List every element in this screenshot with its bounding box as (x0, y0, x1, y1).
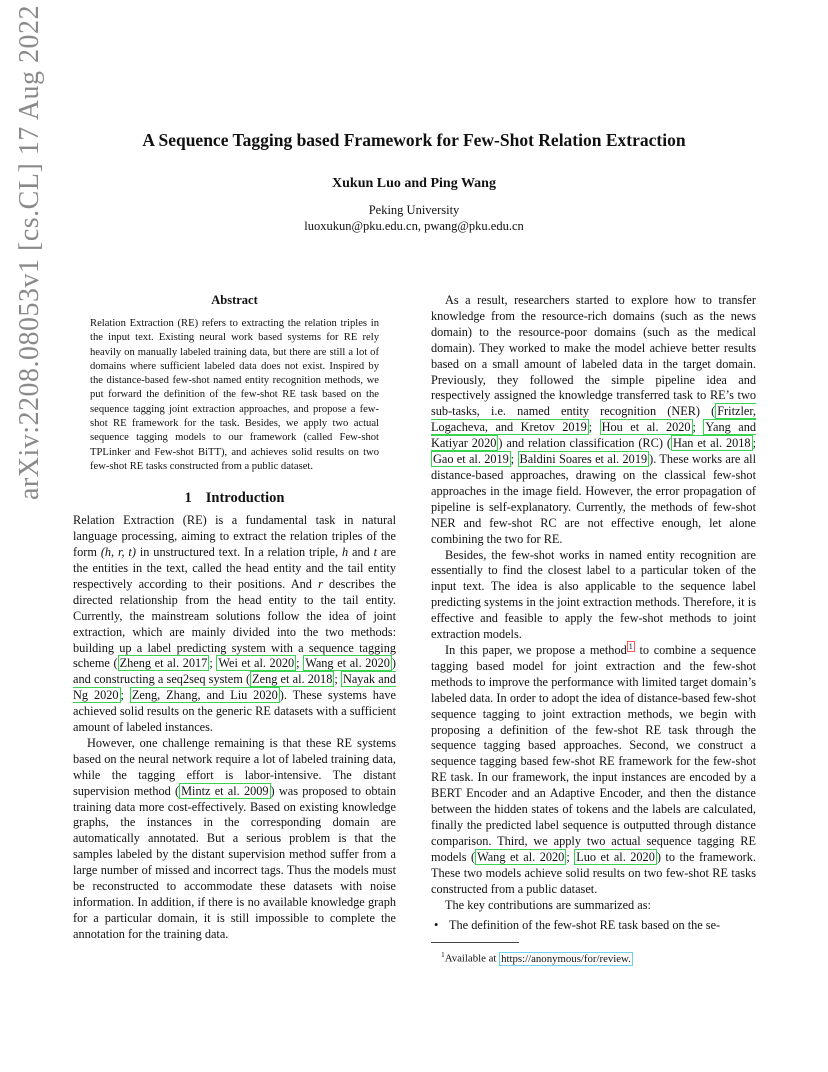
math-r: r (318, 576, 323, 591)
intro-paragraph-3: As a result, researchers started to explore how to transfer knowledge from the resource-rich domains (such as the news domain) to the resource-poor domains (such as the medical domain). They worked to make the model achieve better results based on a small amount of labeled data in the target domain. Previously, they followed the simple pipeline idea and respectively assigned the knowledge transferred task to RE’s two sub-tasks, i.e. named entity recognition (NER) ( Fritzler, Logacheva, and Kretov 2019 ; Hou et al. 2020 ; Yang and Katiyar 2020 ) and relation classification (RC) ( Han et al. 2018 ; Gao et al. 2019 ; Baldini Soares et al. 2019 ). These works are all distance-based approaches, drawing on the classical few-shot approaches in the image field. However, the error propagation of pipeline is self-explanatory. Currently, the methods of few-shot NER and few-shot RC are not effective enough, let alone combining the two for RE. (431, 293, 757, 546)
citation-link[interactable]: Nayak and Ng 2020 (73, 672, 396, 703)
citation-link[interactable]: Wang et al. 2020 (477, 849, 565, 864)
footnote-number: 1 (441, 950, 445, 960)
section-number: 1 (184, 490, 192, 507)
footnote-divider (431, 942, 519, 943)
affiliation: Peking University (368, 203, 460, 217)
abstract-text: Relation Extraction (RE) refers to extracting the relation triples in the input text. Existing neural work based systems for RE rely heavily on manually labeled training data, but there are still a lot of domains where sufficient labeled data does not exist. Inspired by the distance-based few-shot named entity recognition methods, we put forward the definition of the few-shot RE task based on the sequence tagging joint extraction approaches, and propose a few-shot RE framework for the task. Besides, we apply two actual sequence tagging models to our framework (called Few-shot TPLinker and Few-shot BiTT), and achieves solid results on two few-shot RE tasks constructed from a public dataset. (90, 318, 379, 472)
footnote-marker[interactable]: 1 (628, 641, 633, 651)
abstract-heading: Abstract (211, 293, 258, 307)
arxiv-side-stamp: arXiv:2208.08053v1 [cs.CL] 17 Aug 2022 (14, 5, 45, 500)
paper-title: A Sequence Tagging based Framework for Few-Shot Relation Extraction (142, 130, 686, 150)
citation-link[interactable]: Zheng et al. 2017 (119, 656, 208, 671)
author-emails: luoxukun@pku.edu.cn, pwang@pku.edu.cn (304, 219, 524, 233)
citation-link[interactable]: Wei et al. 2020 (218, 656, 295, 671)
citation-link[interactable]: Fritzler, Logacheva, and Kretov 2019 (431, 404, 756, 435)
right-column (431, 293, 756, 966)
list-item: • The definition of the few-shot RE task based on the se- (434, 918, 721, 933)
citation-link[interactable]: Zeng, Zhang, and Liu 2020 (131, 688, 278, 703)
citation-link[interactable]: Mintz et al. 2009 (181, 783, 269, 798)
citation-link[interactable]: Baldini Soares et al. 2019 (519, 452, 648, 467)
math-h: h (341, 545, 349, 560)
math-t: t (373, 545, 378, 560)
bullet-icon: • (434, 918, 439, 933)
citation-link[interactable]: Zeng et al. 2018 (252, 672, 333, 687)
citation-link[interactable]: Wang et al. 2020 (305, 656, 390, 671)
citation-link[interactable]: Luo et al. 2020 (576, 849, 655, 864)
footnote: $^1$Available at https://anonymous/for/review. (441, 950, 631, 965)
contributions-list (431, 918, 756, 934)
intro-paragraph-1: Relation Extraction (RE) is a fundamental task in natural language processing, aiming to extract the relation triples of the form (h, r, t) in unstructured text. In a relation triple, h and t are the entities in the text, called the head entity and the tail entity respectively according to their positions. And r describes the directed relationship from the head entity to the tail entity. Currently, the mainstream solutions follow the idea of joint extraction, which are mainly divided into the two methods: building up a label predicting system with a sequence tagging scheme ( Zheng et al. 2017 ; Wei et al. 2020 ; Wang et al. 2020 ) and constructing a seq2seq system ( Zeng et al. 2018 ; Nayak and Ng 2020 ; Zeng, Zhang, and Liu 2020 ). These systems have achieved solid results on the generic RE datasets with a sufficient amount of labeled instances. (73, 513, 397, 735)
footnote-url-link[interactable]: https://anonymous/for/review. (501, 952, 631, 965)
intro-paragraph-2: However, one challenge remaining is that these RE systems based on the neural network require a lot of labeled training data, while the tagging effort is labor-intensive. The distant supervision method ( Mintz et al. 2009 ) was proposed to obtain training data more cost-effectively. Based on existing knowledge graphs, the instances in the corresponding domain are automatically annotated. But a serious problem is that the samples labeled by the distant supervision method suffer from a large number of missed and incorrect tags. Thus the models must be reconstructed to accommodate these datasets with noise information. In addition, if there is no available knowledge graph for a particular domain, it is still impossible to complete the annotation for the training data. (73, 735, 396, 941)
intro-paragraph-5: In this paper, we propose a method $^1$ to combine a sequence tagging based model for joint extraction and the few-shot methods to improve the performance with limited target domain’s labeled data. In order to adopt the idea of distance-based few-shot sequence tagging to joint extraction methods, we begin with proposing a definition of the few-shot RE task through the sequence tagging based approaches. Second, we construct a sequence tagging based few-shot RE framework for the few-shot RE task. In our framework, the input instances are encoded by a BERT Encoder and an Adaptive Encoder, and then the distance between the hidden states of tokens and the labels are calculated, finally the predicted label sequence is outputted through distance comparison. Third, we apply two actual sequence tagging RE models ( Wang et al. 2020 ; Luo et al. 2020 ) to the framework. These two models achieve solid results on two few-shot RE tasks constructed from a public dataset. (431, 641, 756, 896)
section-heading-introduction (73, 490, 396, 507)
math-triple: (h, r, t) (100, 545, 136, 560)
affiliation-block (60, 202, 768, 234)
left-column (73, 293, 396, 943)
intro-paragraph-6: The key contributions are summarized as: (445, 897, 651, 912)
citation-link[interactable]: Hou et al. 2020 (601, 420, 691, 435)
author-list: Xukun Luo and Ping Wang (332, 176, 496, 191)
intro-paragraph-4: Besides, the few-shot works in named entity recognition are essentially to find the closest label to a particular token of the input text. The idea is also applicable to the sequence label predicting systems in the joint extraction methods. Therefore, it is effective and feasible to apply the few-shot methods to joint extraction models. (431, 547, 756, 642)
citation-link[interactable]: Han et al. 2018 (672, 436, 751, 451)
citation-link[interactable]: Gao et al. 2019 (433, 452, 509, 467)
citation-link[interactable]: Yang and Katiyar 2020 (431, 420, 756, 451)
section-title: Introduction (205, 490, 285, 507)
